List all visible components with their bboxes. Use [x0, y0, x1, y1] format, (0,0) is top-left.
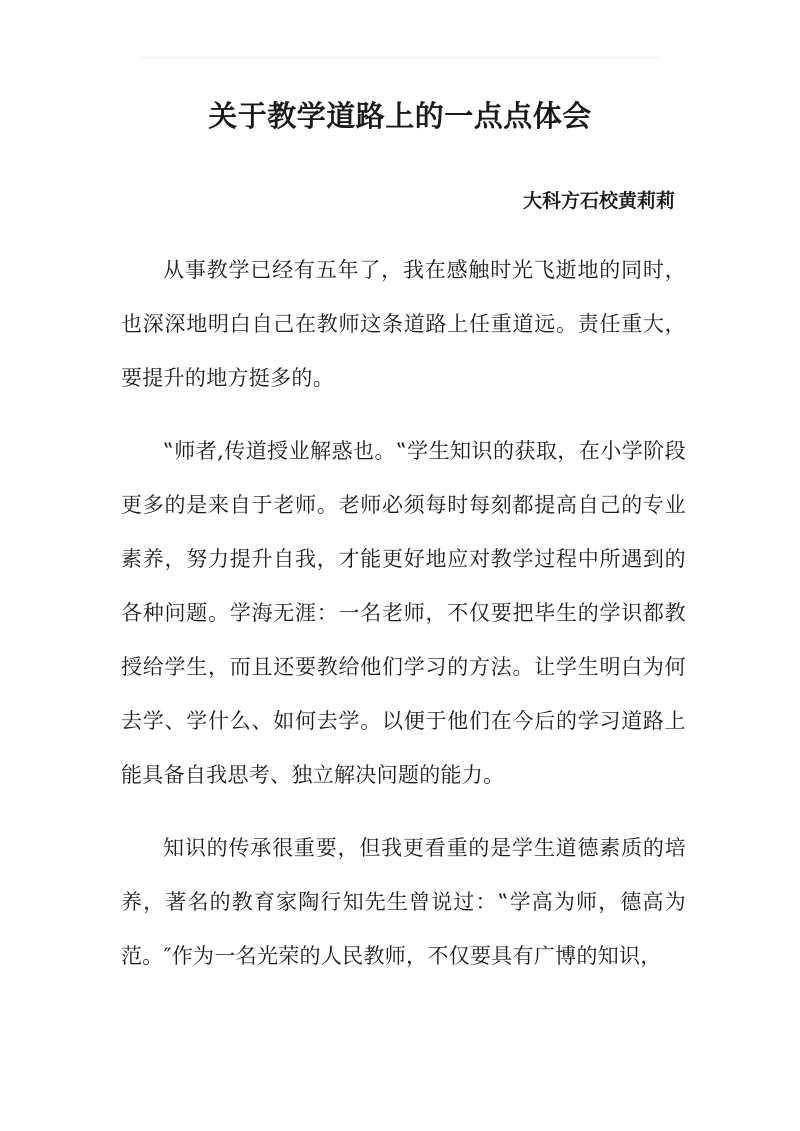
header-rule [140, 57, 660, 58]
paragraph-1: 从事教学已经有五年了，我在感触时光飞逝地的同时，也深深地明白自己在教师这条道路上任重道远。责任重大，要提升的地方挺多的。 [121, 258, 686, 390]
document-author: 大科方石校黄莉莉 [522, 190, 675, 212]
document-title: 关于教学道路上的一点点体会 [208, 99, 592, 133]
paragraph-3: 知识的传承很重要，但我更看重的是学生道德素质的培养，著名的教育家陶行知先生曾说过：‟学高为师，德高为范。″作为一名光荣的人民教师，不仅要具有广博的知识， [121, 836, 686, 968]
paragraph-2: ‟师者,传道授业解惑也。‟学生知识的获取，在小学阶段更多的是来自于老师。老师必须每时每刻都提高自己的专业素养，努力提升自我，才能更好地应对教学过程中所遇到的各种问题。学海无涯：一名老师，不仅要把毕生的学识都教授给学生，而且还要教给他们学习的方法。让学生明白为何去学、学什么、如何去学。以便于他们在今后的学习道路上能具备自我思考、独立解决问题的能力。 [121, 439, 686, 787]
footer-watermark: ··· [397, 1088, 403, 1095]
